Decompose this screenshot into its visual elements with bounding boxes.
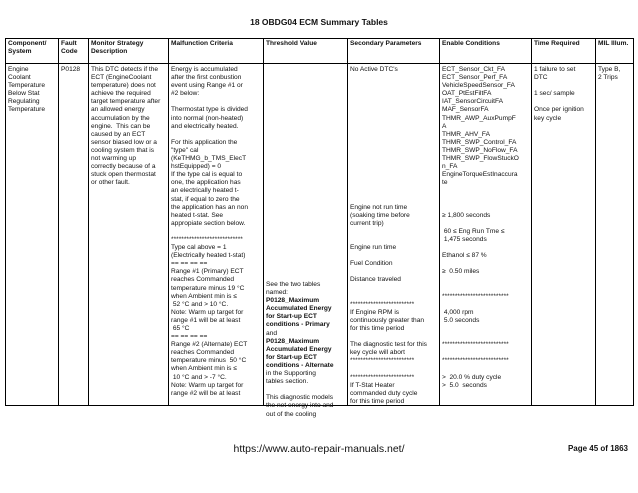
cell-time-required <box>532 64 596 406</box>
strategy-text: This DTC detects if the ECT (EngineCoolant temperature) does not achieve the required target temperature after an allowed energy accumulation by the engine. This can be caused by an ECT sensor biased low or a cooling system that is not warming up correctly because of a stuck open thermostat or other fault. <box>91 66 161 187</box>
threshold-tail: in the Supporting tables section. This diagnostic models the net energy into and out of the cooling <box>266 370 334 418</box>
enable-text: ECT_Sensor_Ckt_FA ECT_Sensor_Perf_FA VehicleSpeedSensor_FA OAT_PtEstFiltFA IAT_SensorCircuitFA MAF_SensorFA THMR_AWP_AuxPumpF A THMR_AHV_FA THMR_SWP_Control_FA THMR_SWP_NoFlow_FA THMR_SWP_FlowStuckO n_FA EngineTorqueEstInaccura te ≥ 1,800 seconds 60 ≤ Eng Run Tme ≤ 1,475 seconds Ethanol ≤ 87 % ≥ 0.50 miles ************************** 4,000 rpm 5.0 seconds ************************** ************************** > 20.0 % duty cycle > 5.0 seconds <box>442 66 519 389</box>
footer-page-number: Page 45 of 1863 <box>567 444 628 453</box>
threshold-table-primary: P0128_Maximum Accumulated Energy for Start-up ECT conditions - Primary <box>266 297 332 329</box>
page-title: 18 OBDG04 ECM Summary Tables <box>250 17 388 27</box>
threshold-and: and <box>266 329 278 337</box>
col-header-enable: Enable Conditions <box>440 39 532 64</box>
secondary-text: No Active DTC's Engine not run time (soaking time before current trip) Engine run time Fuel Condition Distance traveled ************************* If Engine RPM is continuously greater than for this time period The diagnostic test for this key cycle will abort ************************* ************************* If T-Stat Heater commanded duty cycle for this time period <box>350 66 427 405</box>
cell-mil <box>596 64 634 406</box>
col-header-strategy: Monitor Strategy Description <box>89 39 169 64</box>
threshold-intro: See the two tables named: <box>266 281 321 297</box>
table-row <box>6 64 634 406</box>
cell-fault-code <box>59 64 89 406</box>
criteria-text: Energy is accumulated after the first conbustion event using Range #1 or #2 below: Thermostat type is divided into normal (non-heated) and electrically heated. For this application the "type" cal (KeTHMG_b_TMS_ElecT hstEquipped) = 0 If the type cal is equal to one, the application has an electrically heated t- stat, if equal to zero the the application has an non heated t-stat. See appropiate section below. **************************** Type cal above = 1 (Electrically heated t-stat) == == == == Range #1 (Primary) ECT reaches Commanded temperature minus 19 °C when Ambient min is ≤ 52 °C and > 10 °C. Note: Warm up target for range #1 will be at least 65 °C == == == == Range #2 (Alternate) ECT reaches Commanded temperature minus 50 °C when Ambient min is ≤ 10 °C and > -7 °C. Note: Warm up target for range #2 will be at least <box>171 66 248 397</box>
col-header-secondary: Secondary Parameters <box>348 39 440 64</box>
col-header-fault-code: Fault Code <box>59 39 89 64</box>
cell-component <box>6 64 59 406</box>
table-header-row <box>6 39 634 64</box>
ecm-summary-table <box>5 38 634 418</box>
cell-enable <box>440 64 532 406</box>
time-required-text: 1 failure to set DTC 1 sec/ sample Once per ignition key cycle <box>534 66 584 122</box>
fault-code-text: P0128 <box>61 66 81 73</box>
col-header-mil: MIL Illum. <box>596 39 634 64</box>
cell-threshold <box>264 64 348 418</box>
threshold-table-alternate: P0128_Maximum Accumulated Energy for Start-up ECT conditions - Alternate <box>266 337 334 369</box>
cell-criteria <box>169 64 264 406</box>
component-text: Engine Coolant Temperature Below Stat Regulating Temperature <box>8 66 46 114</box>
mil-text: Type B, 2 Trips <box>598 66 621 82</box>
cell-secondary <box>348 64 440 406</box>
col-header-criteria: Malfunction Criteria <box>169 39 264 64</box>
cell-strategy <box>89 64 169 406</box>
col-header-threshold: Threshold Value <box>264 39 348 64</box>
col-header-component: Component/ System <box>6 39 59 64</box>
col-header-time: Time Required <box>532 39 596 64</box>
threshold-text <box>266 66 345 418</box>
footer-url-link[interactable]: https://www.auto-repair-manuals.net/ <box>233 443 405 455</box>
